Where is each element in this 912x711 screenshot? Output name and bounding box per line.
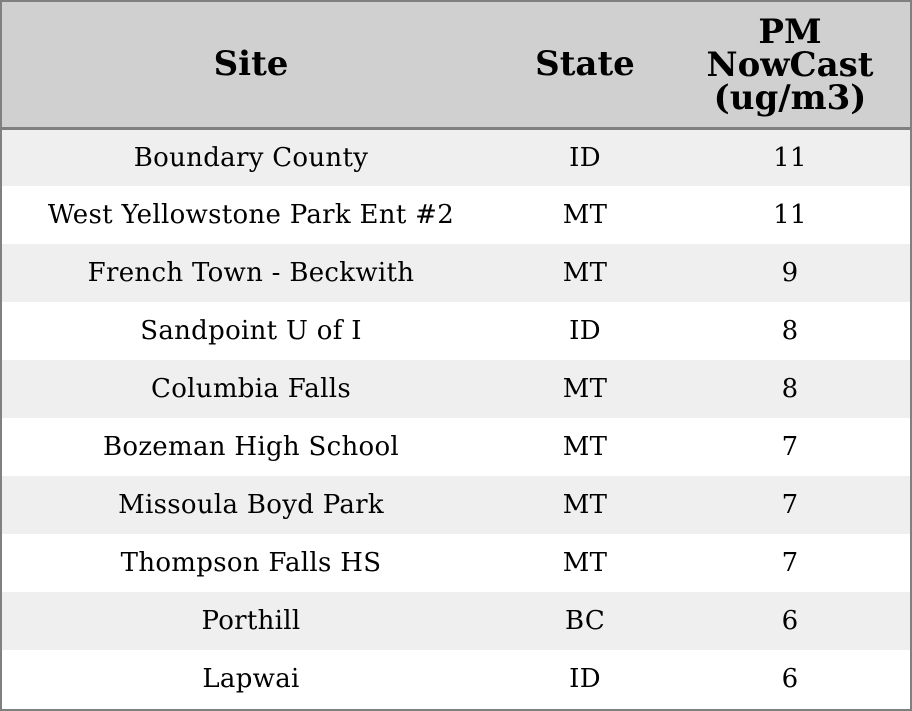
cell-site: Columbia Falls <box>151 374 351 404</box>
cell-pm: 6 <box>781 606 799 636</box>
table-body <box>2 128 910 708</box>
cell-site: Lapwai <box>202 664 300 694</box>
header-pm-nowcast: PM NowCast (ug/m3) <box>706 11 874 118</box>
cell-pm: 7 <box>781 432 799 462</box>
cell-state: ID <box>569 142 601 173</box>
table-row <box>2 244 910 302</box>
cell-pm: 6 <box>781 664 799 694</box>
table-row <box>2 360 910 418</box>
cell-state: MT <box>562 200 608 230</box>
cell-pm: 8 <box>781 374 799 404</box>
cell-pm: 11 <box>773 200 807 230</box>
cell-state: ID <box>569 316 601 346</box>
table-row <box>2 186 910 244</box>
cell-pm: 7 <box>781 490 799 520</box>
cell-pm: 8 <box>781 316 799 346</box>
table-header <box>2 2 910 128</box>
table-row <box>2 592 910 650</box>
header-state: State <box>535 43 635 84</box>
cell-pm: 7 <box>781 548 799 578</box>
cell-site: Missoula Boyd Park <box>118 490 384 520</box>
cell-site: Sandpoint U of I <box>140 316 362 346</box>
header-row <box>2 2 910 128</box>
cell-state: MT <box>562 374 608 404</box>
cell-pm: 11 <box>773 142 807 173</box>
cell-site: Boundary County <box>133 142 369 173</box>
cell-site: Porthill <box>201 606 301 636</box>
table-row <box>2 128 910 186</box>
cell-pm: 9 <box>781 258 799 288</box>
header-site: Site <box>213 43 289 84</box>
table-row <box>2 650 910 708</box>
cell-state: MT <box>562 432 608 462</box>
cell-state: MT <box>562 258 608 288</box>
table-row <box>2 476 910 534</box>
cell-state: ID <box>569 664 601 694</box>
cell-state: MT <box>562 490 608 520</box>
table-row <box>2 534 910 592</box>
cell-state: BC <box>564 606 606 636</box>
cell-site: Bozeman High School <box>102 432 400 462</box>
pm-nowcast-table <box>2 2 910 708</box>
table-row <box>2 302 910 360</box>
cell-site: Thompson Falls HS <box>120 548 382 578</box>
cell-state: MT <box>562 548 608 578</box>
cell-site: West Yellowstone Park Ent #2 <box>47 200 455 230</box>
cell-site: French Town - Beckwith <box>87 258 415 288</box>
table-row <box>2 418 910 476</box>
